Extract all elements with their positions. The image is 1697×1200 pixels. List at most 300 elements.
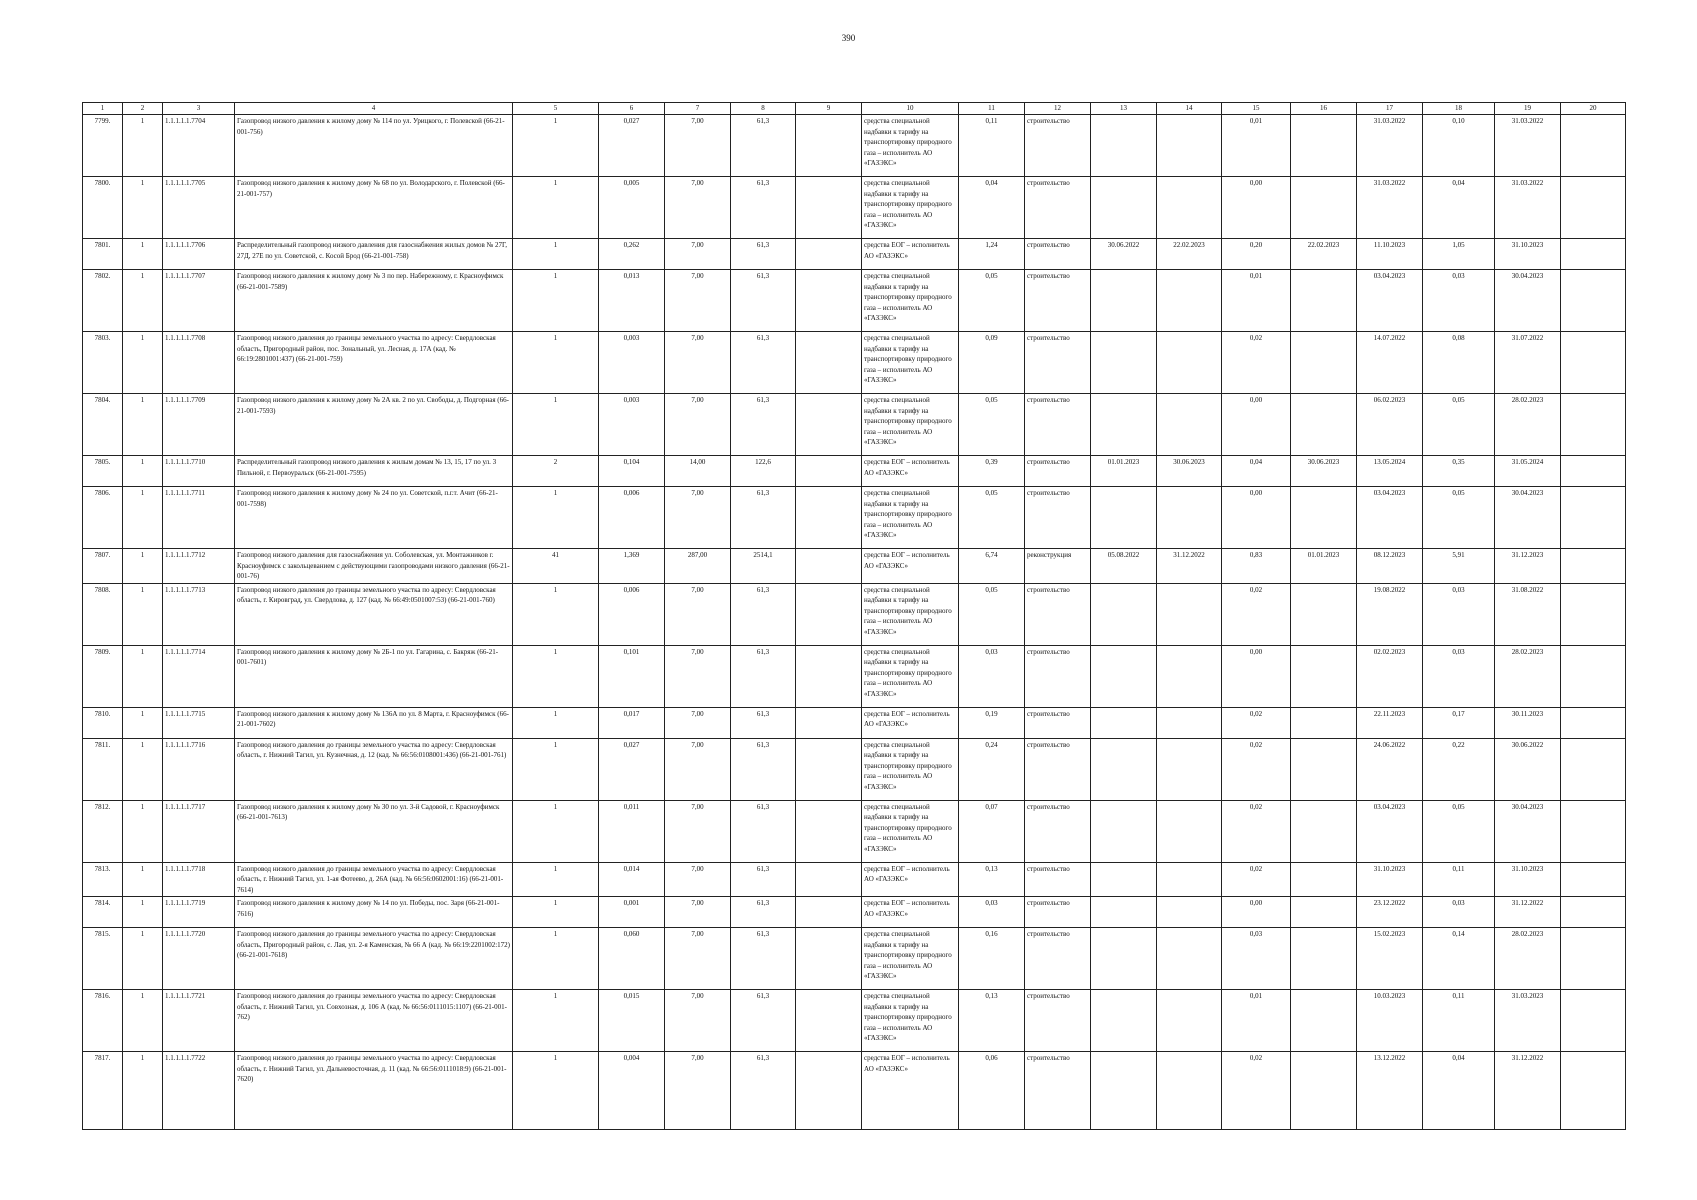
object-code: 1.1.1.1.1.7714 — [163, 645, 235, 707]
col8-value: 61,3 — [731, 239, 796, 270]
col15-value: 0,83 — [1222, 549, 1291, 584]
col18-value: 0,35 — [1423, 456, 1495, 487]
work-type: строительство — [1025, 862, 1091, 897]
col5-value: 1 — [513, 115, 599, 177]
col7-value: 7,00 — [665, 897, 731, 928]
col13-date — [1091, 394, 1157, 456]
object-name: Газопровод низкого давления к жилому дому № 2А кв. 2 по ул. Свободы, д. Подгорная (66-21-001-7593) — [235, 394, 513, 456]
col7-value: 7,00 — [665, 583, 731, 645]
table-row — [83, 549, 1626, 584]
col8-value: 61,3 — [731, 738, 796, 800]
col11-value: 6,74 — [959, 549, 1025, 584]
row-number: 7802. — [83, 270, 123, 332]
col14-date: 31.12.2022 — [1157, 549, 1222, 584]
funding-source: средства ЕОГ – исполнитель АО «ГАЗЭКС» — [862, 897, 959, 928]
col14-date — [1157, 707, 1222, 738]
col2-value: 1 — [123, 394, 163, 456]
col16-date: 22.02.2023 — [1291, 239, 1357, 270]
object-code: 1.1.1.1.1.7711 — [163, 487, 235, 549]
col8-value: 61,3 — [731, 487, 796, 549]
object-code: 1.1.1.1.1.7718 — [163, 862, 235, 897]
col6-value: 0,014 — [599, 862, 665, 897]
col2-value: 1 — [123, 897, 163, 928]
col13-date — [1091, 332, 1157, 394]
col19-date: 31.03.2023 — [1495, 990, 1561, 1052]
col16-date: 30.06.2023 — [1291, 456, 1357, 487]
col14-date — [1157, 897, 1222, 928]
col8-value: 2514,1 — [731, 549, 796, 584]
col13-date — [1091, 897, 1157, 928]
col5-value: 1 — [513, 487, 599, 549]
col13-date: 30.06.2022 — [1091, 239, 1157, 270]
col15-value: 0,02 — [1222, 707, 1291, 738]
column-header-8: 8 — [731, 103, 796, 115]
col2-value: 1 — [123, 239, 163, 270]
object-code: 1.1.1.1.1.7717 — [163, 800, 235, 862]
col13-date — [1091, 738, 1157, 800]
col20-value — [1561, 1052, 1626, 1130]
col8-value: 61,3 — [731, 990, 796, 1052]
col7-value: 7,00 — [665, 862, 731, 897]
work-type: строительство — [1025, 707, 1091, 738]
col16-date — [1291, 645, 1357, 707]
col8-value: 61,3 — [731, 270, 796, 332]
table-row — [83, 239, 1626, 270]
col15-value: 0,02 — [1222, 583, 1291, 645]
col7-value: 7,00 — [665, 239, 731, 270]
object-code: 1.1.1.1.1.7722 — [163, 1052, 235, 1130]
work-type: строительство — [1025, 583, 1091, 645]
funding-source: средства ЕОГ – исполнитель АО «ГАЗЭКС» — [862, 239, 959, 270]
work-type: строительство — [1025, 897, 1091, 928]
funding-source: средства ЕОГ – исполнитель АО «ГАЗЭКС» — [862, 707, 959, 738]
col18-value: 0,08 — [1423, 332, 1495, 394]
col14-date — [1157, 270, 1222, 332]
col16-date — [1291, 583, 1357, 645]
object-code: 1.1.1.1.1.7708 — [163, 332, 235, 394]
row-number: 7812. — [83, 800, 123, 862]
row-number: 7809. — [83, 645, 123, 707]
object-code: 1.1.1.1.1.7721 — [163, 990, 235, 1052]
col5-value: 1 — [513, 177, 599, 239]
funding-source: средства ЕОГ – исполнитель АО «ГАЗЭКС» — [862, 456, 959, 487]
object-name: Газопровод низкого давления до границы земельного участка по адресу: Свердловская область, г. Нижний Тагил, ул. Совхозная, д. 106 А (кад. № 66:56:0111015:1107) (66-21-001-762) — [235, 990, 513, 1052]
col17-date: 02.02.2023 — [1357, 645, 1423, 707]
col11-value: 0,05 — [959, 487, 1025, 549]
col15-value: 0,20 — [1222, 239, 1291, 270]
table-row — [83, 800, 1626, 862]
col18-value: 0,05 — [1423, 394, 1495, 456]
col11-value: 0,03 — [959, 897, 1025, 928]
object-code: 1.1.1.1.1.7719 — [163, 897, 235, 928]
work-type: строительство — [1025, 1052, 1091, 1130]
row-number: 7811. — [83, 738, 123, 800]
col18-value: 0,14 — [1423, 928, 1495, 990]
col18-value: 0,17 — [1423, 707, 1495, 738]
object-name: Газопровод низкого давления для газоснабжения ул. Соболевская, ул. Монтажников г. Красноуфимск с закольцеванием с действующими газопроводами низкого давления (66-21-001-76) — [235, 549, 513, 584]
col6-value: 0,006 — [599, 487, 665, 549]
column-header-12: 12 — [1025, 103, 1091, 115]
row-number: 7816. — [83, 990, 123, 1052]
col9-value — [796, 928, 862, 990]
object-code: 1.1.1.1.1.7715 — [163, 707, 235, 738]
col14-date — [1157, 332, 1222, 394]
col11-value: 0,16 — [959, 928, 1025, 990]
col19-date: 30.11.2023 — [1495, 707, 1561, 738]
col5-value: 41 — [513, 549, 599, 584]
col9-value — [796, 549, 862, 584]
object-name: Газопровод низкого давления до границы земельного участка по адресу: Свердловская область, г. Нижний Тагил, ул. 1-ая Фотеево, д. 26А (кад. № 66:56:0602001:16) (66-21-001-7614) — [235, 862, 513, 897]
col9-value — [796, 707, 862, 738]
work-type: строительство — [1025, 990, 1091, 1052]
col5-value: 1 — [513, 239, 599, 270]
col20-value — [1561, 928, 1626, 990]
column-header-20: 20 — [1561, 103, 1626, 115]
funding-source: средства специальной надбавки к тарифу на транспортировку природного газа – исполнитель АО «ГАЗЭКС» — [862, 800, 959, 862]
col5-value: 2 — [513, 456, 599, 487]
col2-value: 1 — [123, 800, 163, 862]
object-name: Распределительный газопровод низкого давления для газоснабжения жилых домов № 27Г, 27Д, 27Е по ул. Советской, с. Косой Брод (66-21-001-758) — [235, 239, 513, 270]
row-number: 7814. — [83, 897, 123, 928]
col14-date — [1157, 928, 1222, 990]
column-header-3: 3 — [163, 103, 235, 115]
col6-value: 0,262 — [599, 239, 665, 270]
work-type: строительство — [1025, 456, 1091, 487]
col19-date: 31.03.2022 — [1495, 177, 1561, 239]
col8-value: 61,3 — [731, 645, 796, 707]
col6-value: 0,001 — [599, 897, 665, 928]
funding-source: средства специальной надбавки к тарифу на транспортировку природного газа – исполнитель АО «ГАЗЭКС» — [862, 583, 959, 645]
funding-source: средства ЕОГ – исполнитель АО «ГАЗЭКС» — [862, 862, 959, 897]
column-header-10: 10 — [862, 103, 959, 115]
col7-value: 7,00 — [665, 394, 731, 456]
object-code: 1.1.1.1.1.7707 — [163, 270, 235, 332]
col9-value — [796, 800, 862, 862]
col11-value: 0,09 — [959, 332, 1025, 394]
col5-value: 1 — [513, 332, 599, 394]
row-number: 7807. — [83, 549, 123, 584]
column-header-19: 19 — [1495, 103, 1561, 115]
object-code: 1.1.1.1.1.7710 — [163, 456, 235, 487]
col2-value: 1 — [123, 707, 163, 738]
col16-date — [1291, 487, 1357, 549]
col17-date: 31.03.2022 — [1357, 115, 1423, 177]
col11-value: 0,05 — [959, 583, 1025, 645]
col18-value: 0,03 — [1423, 645, 1495, 707]
col8-value: 122,6 — [731, 456, 796, 487]
col19-date: 30.04.2023 — [1495, 800, 1561, 862]
col18-value: 0,11 — [1423, 990, 1495, 1052]
col7-value: 7,00 — [665, 177, 731, 239]
row-number: 7800. — [83, 177, 123, 239]
col17-date: 14.07.2022 — [1357, 332, 1423, 394]
column-header-15: 15 — [1222, 103, 1291, 115]
col17-date: 31.03.2022 — [1357, 177, 1423, 239]
col14-date — [1157, 1052, 1222, 1130]
col19-date: 31.07.2022 — [1495, 332, 1561, 394]
col19-date: 31.08.2022 — [1495, 583, 1561, 645]
col8-value: 61,3 — [731, 800, 796, 862]
col13-date — [1091, 800, 1157, 862]
col6-value: 0,017 — [599, 707, 665, 738]
col15-value: 0,03 — [1222, 928, 1291, 990]
row-number: 7801. — [83, 239, 123, 270]
object-code: 1.1.1.1.1.7712 — [163, 549, 235, 584]
table-row — [83, 332, 1626, 394]
col16-date — [1291, 115, 1357, 177]
col6-value: 0,006 — [599, 583, 665, 645]
col16-date — [1291, 1052, 1357, 1130]
funding-source: средства специальной надбавки к тарифу на транспортировку природного газа – исполнитель АО «ГАЗЭКС» — [862, 270, 959, 332]
col2-value: 1 — [123, 928, 163, 990]
column-header-4: 4 — [235, 103, 513, 115]
col16-date — [1291, 332, 1357, 394]
col17-date: 13.12.2022 — [1357, 1052, 1423, 1130]
object-code: 1.1.1.1.1.7704 — [163, 115, 235, 177]
col14-date — [1157, 990, 1222, 1052]
col9-value — [796, 583, 862, 645]
work-type: строительство — [1025, 645, 1091, 707]
col9-value — [796, 332, 862, 394]
col19-date: 30.06.2022 — [1495, 738, 1561, 800]
table-row — [83, 270, 1626, 332]
col19-date: 31.12.2022 — [1495, 897, 1561, 928]
col8-value: 61,3 — [731, 897, 796, 928]
col14-date: 30.06.2023 — [1157, 456, 1222, 487]
col13-date: 05.08.2022 — [1091, 549, 1157, 584]
col16-date — [1291, 738, 1357, 800]
col19-date: 31.05.2024 — [1495, 456, 1561, 487]
col11-value: 0,39 — [959, 456, 1025, 487]
funding-source: средства специальной надбавки к тарифу на транспортировку природного газа – исполнитель АО «ГАЗЭКС» — [862, 177, 959, 239]
col20-value — [1561, 270, 1626, 332]
col7-value: 7,00 — [665, 738, 731, 800]
col16-date — [1291, 800, 1357, 862]
object-code: 1.1.1.1.1.7713 — [163, 583, 235, 645]
col6-value: 0,027 — [599, 115, 665, 177]
col18-value: 0,03 — [1423, 897, 1495, 928]
col20-value — [1561, 549, 1626, 584]
col5-value: 1 — [513, 707, 599, 738]
col2-value: 1 — [123, 990, 163, 1052]
col2-value: 1 — [123, 177, 163, 239]
col6-value: 0,027 — [599, 738, 665, 800]
col8-value: 61,3 — [731, 177, 796, 239]
col18-value: 0,05 — [1423, 800, 1495, 862]
table-row — [83, 456, 1626, 487]
col6-value: 0,101 — [599, 645, 665, 707]
col5-value: 1 — [513, 583, 599, 645]
object-name: Газопровод низкого давления до границы земельного участка по адресу: Свердловская область, Пригородный район, пос. Зональный, ул. Лесная, д. 17А (кад. № 66:19:2801001:437) (66-21-001-759) — [235, 332, 513, 394]
col15-value: 0,02 — [1222, 1052, 1291, 1130]
col7-value: 7,00 — [665, 707, 731, 738]
col19-date: 31.12.2023 — [1495, 549, 1561, 584]
work-type: реконструкция — [1025, 549, 1091, 584]
col9-value — [796, 990, 862, 1052]
col15-value: 0,00 — [1222, 394, 1291, 456]
col14-date — [1157, 800, 1222, 862]
column-header-17: 17 — [1357, 103, 1423, 115]
row-number: 7808. — [83, 583, 123, 645]
table-row — [83, 177, 1626, 239]
col17-date: 15.02.2023 — [1357, 928, 1423, 990]
col9-value — [796, 177, 862, 239]
work-type: строительство — [1025, 270, 1091, 332]
col18-value: 5,91 — [1423, 549, 1495, 584]
object-code: 1.1.1.1.1.7716 — [163, 738, 235, 800]
funding-source: средства специальной надбавки к тарифу на транспортировку природного газа – исполнитель АО «ГАЗЭКС» — [862, 645, 959, 707]
col9-value — [796, 1052, 862, 1130]
col7-value: 7,00 — [665, 800, 731, 862]
col15-value: 0,04 — [1222, 456, 1291, 487]
col18-value: 0,05 — [1423, 487, 1495, 549]
column-header-2: 2 — [123, 103, 163, 115]
column-header-11: 11 — [959, 103, 1025, 115]
col13-date — [1091, 177, 1157, 239]
col8-value: 61,3 — [731, 332, 796, 394]
funding-source: средства специальной надбавки к тарифу на транспортировку природного газа – исполнитель АО «ГАЗЭКС» — [862, 487, 959, 549]
col15-value: 0,00 — [1222, 645, 1291, 707]
col7-value: 7,00 — [665, 1052, 731, 1130]
col17-date: 10.03.2023 — [1357, 990, 1423, 1052]
object-name: Газопровод низкого давления к жилому дому № 3 по пер. Набережному, г. Красноуфимск (66-21-001-7589) — [235, 270, 513, 332]
col13-date — [1091, 487, 1157, 549]
table-body — [83, 115, 1626, 1130]
col20-value — [1561, 332, 1626, 394]
row-number: 7813. — [83, 862, 123, 897]
col16-date — [1291, 177, 1357, 239]
funding-source: средства ЕОГ – исполнитель АО «ГАЗЭКС» — [862, 549, 959, 584]
col15-value: 0,02 — [1222, 332, 1291, 394]
col13-date — [1091, 990, 1157, 1052]
col6-value: 0,011 — [599, 800, 665, 862]
table-row — [83, 583, 1626, 645]
col15-value: 0,02 — [1222, 738, 1291, 800]
col6-value: 0,005 — [599, 177, 665, 239]
col6-value: 0,104 — [599, 456, 665, 487]
object-name: Газопровод низкого давления до границы земельного участка по адресу: Свердловская область, г. Нижний Тагил, ул. Кузнечная, д. 12 (кад. № 66:56:0108001:436) (66-21-001-761) — [235, 738, 513, 800]
col2-value: 1 — [123, 332, 163, 394]
col8-value: 61,3 — [731, 707, 796, 738]
table-row — [83, 487, 1626, 549]
col5-value: 1 — [513, 738, 599, 800]
col20-value — [1561, 738, 1626, 800]
col16-date: 01.01.2023 — [1291, 549, 1357, 584]
col20-value — [1561, 645, 1626, 707]
work-type: строительство — [1025, 487, 1091, 549]
col18-value: 0,03 — [1423, 270, 1495, 332]
col6-value: 1,369 — [599, 549, 665, 584]
object-name: Газопровод низкого давления к жилому дому № 114 по ул. Урицкого, г. Полевской (66-21-001-756) — [235, 115, 513, 177]
object-code: 1.1.1.1.1.7709 — [163, 394, 235, 456]
col17-date: 24.06.2022 — [1357, 738, 1423, 800]
col20-value — [1561, 897, 1626, 928]
col2-value: 1 — [123, 115, 163, 177]
col16-date — [1291, 270, 1357, 332]
col2-value: 1 — [123, 862, 163, 897]
col14-date: 22.02.2023 — [1157, 239, 1222, 270]
col8-value: 61,3 — [731, 583, 796, 645]
col15-value: 0,01 — [1222, 990, 1291, 1052]
col5-value: 1 — [513, 862, 599, 897]
col6-value: 0,004 — [599, 1052, 665, 1130]
col5-value: 1 — [513, 394, 599, 456]
col11-value: 0,11 — [959, 115, 1025, 177]
table-row — [83, 394, 1626, 456]
col6-value: 0,060 — [599, 928, 665, 990]
col18-value: 0,03 — [1423, 583, 1495, 645]
col6-value: 0,003 — [599, 394, 665, 456]
col11-value: 0,06 — [959, 1052, 1025, 1130]
col11-value: 0,13 — [959, 990, 1025, 1052]
col11-value: 0,19 — [959, 707, 1025, 738]
col18-value: 0,04 — [1423, 1052, 1495, 1130]
column-header-9: 9 — [796, 103, 862, 115]
col13-date — [1091, 1052, 1157, 1130]
col20-value — [1561, 800, 1626, 862]
col20-value — [1561, 177, 1626, 239]
column-header-18: 18 — [1423, 103, 1495, 115]
col19-date: 28.02.2023 — [1495, 928, 1561, 990]
col7-value: 7,00 — [665, 270, 731, 332]
table-row — [83, 862, 1626, 897]
work-type: строительство — [1025, 239, 1091, 270]
col7-value: 287,00 — [665, 549, 731, 584]
row-number: 7815. — [83, 928, 123, 990]
col20-value — [1561, 583, 1626, 645]
col15-value: 0,00 — [1222, 487, 1291, 549]
col13-date — [1091, 115, 1157, 177]
table-row — [83, 645, 1626, 707]
object-name: Газопровод низкого давления к жилому дому № 2Б-1 по ул. Гагарина, с. Бакряж (66-21-001-7601) — [235, 645, 513, 707]
col2-value: 1 — [123, 583, 163, 645]
work-type: строительство — [1025, 332, 1091, 394]
col9-value — [796, 645, 862, 707]
work-type: строительство — [1025, 738, 1091, 800]
col17-date: 08.12.2023 — [1357, 549, 1423, 584]
col20-value — [1561, 707, 1626, 738]
col19-date: 31.12.2022 — [1495, 1052, 1561, 1130]
col15-value: 0,00 — [1222, 177, 1291, 239]
col11-value: 0,05 — [959, 394, 1025, 456]
col9-value — [796, 115, 862, 177]
col13-date — [1091, 707, 1157, 738]
col7-value: 7,00 — [665, 487, 731, 549]
col19-date: 31.03.2022 — [1495, 115, 1561, 177]
work-type: строительство — [1025, 928, 1091, 990]
object-code: 1.1.1.1.1.7720 — [163, 928, 235, 990]
col8-value: 61,3 — [731, 862, 796, 897]
table-row — [83, 990, 1626, 1052]
column-number-row — [83, 103, 1626, 115]
column-header-1: 1 — [83, 103, 123, 115]
column-header-13: 13 — [1091, 103, 1157, 115]
col20-value — [1561, 862, 1626, 897]
col15-value: 0,02 — [1222, 800, 1291, 862]
col16-date — [1291, 897, 1357, 928]
col17-date: 06.02.2023 — [1357, 394, 1423, 456]
table-row — [83, 1052, 1626, 1130]
col2-value: 1 — [123, 456, 163, 487]
column-header-6: 6 — [599, 103, 665, 115]
row-number: 7817. — [83, 1052, 123, 1130]
col7-value: 7,00 — [665, 332, 731, 394]
table-row — [83, 928, 1626, 990]
object-code: 1.1.1.1.1.7706 — [163, 239, 235, 270]
col7-value: 7,00 — [665, 115, 731, 177]
col7-value: 7,00 — [665, 645, 731, 707]
register-table — [82, 102, 1626, 1130]
